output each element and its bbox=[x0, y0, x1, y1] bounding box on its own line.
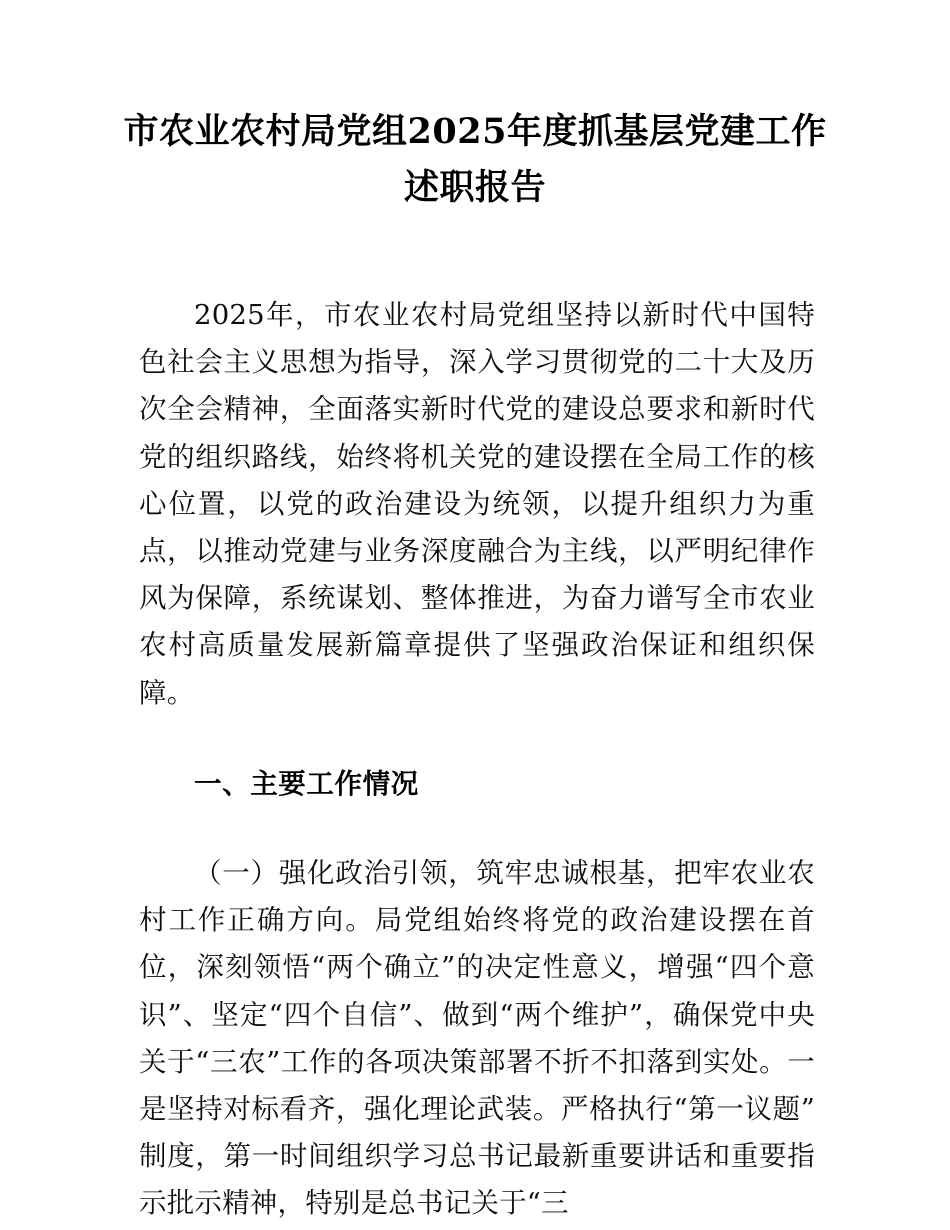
section-heading-one: 一、主要工作情况 bbox=[194, 767, 419, 800]
document-body bbox=[139, 292, 815, 1228]
subsection-one-paragraph: （一）强化政治引领，筑牢忠诚根基，把牢农业农村工作正确方向。局党组始终将党的政治建设摆在首位，深刻领悟“两个确立”的决定性意义，增强“四个意识”、坚定“四个自信”、做到“两个维护”，确保党中央关于“三农”工作的各项决策部署不折不扣落到实处。一是坚持对标看齐，强化理论武装。严格执行“第一议题”制度，第一时间组织学习总书记最新重要讲话和重要指示批示精神，特别是总书记关于“三 bbox=[139, 857, 815, 1220]
spacer-before-heading bbox=[139, 717, 815, 761]
opening-paragraph: 2025年，市农业农村局党组坚持以新时代中国特色社会主义思想为指导，深入学习贯彻党的二十大及历次全会精神，全面落实新时代党的建设总要求和新时代党的组织路线，始终将机关党的建设摆在全局工作的核心位置，以党的政治建设为统领，以提升组织力为重点，以推动党建与业务深度融合为主线，以严明纪律作风为保障，系统谋划、整体推进，为奋力谱写全市农业农村高质量发展新篇章提供了坚强政治保证和组织保障。 bbox=[139, 299, 815, 709]
document-title-line-1: 市农业农村局党组2025年度抓基层党建工作 bbox=[123, 111, 827, 152]
document-title-line-2: 述职报告 bbox=[403, 167, 546, 208]
document-title bbox=[120, 104, 830, 216]
spacer-after-heading bbox=[139, 808, 815, 850]
